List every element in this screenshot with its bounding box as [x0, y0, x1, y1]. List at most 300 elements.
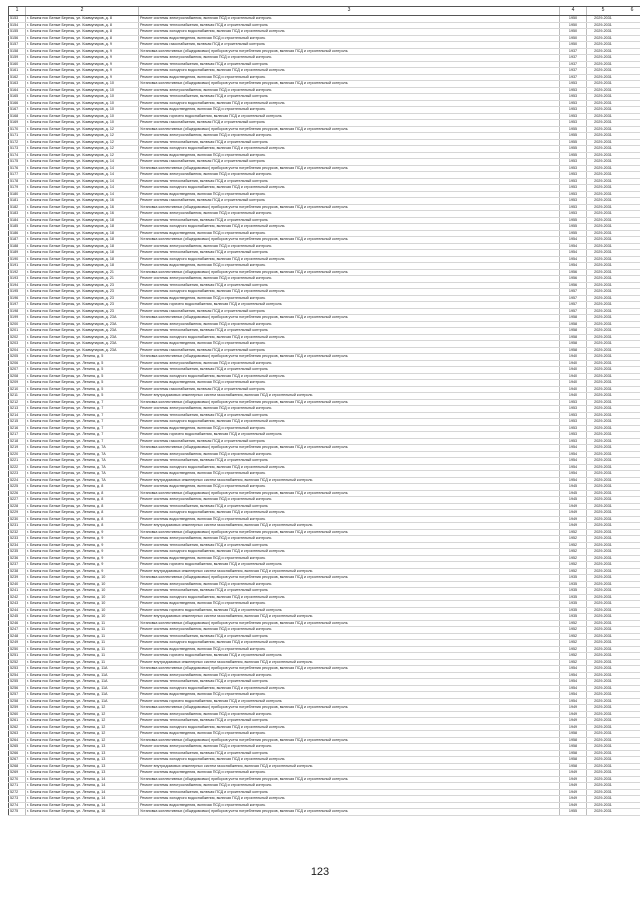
build-year: 1958 — [560, 315, 587, 322]
planned-period: 2029-2031 — [587, 737, 620, 744]
address: г. Бежеж пос Белые Березы, ул. Коммунаров, д. 10 — [26, 113, 139, 120]
row-number: 5198 — [9, 308, 26, 315]
build-year: 1937 — [560, 61, 587, 68]
row-number: 5157 — [9, 42, 26, 49]
work-type: Ремонт системы водоотведения, включая ПСД и строительный контроль — [139, 295, 560, 302]
row-number: 5214 — [9, 412, 26, 419]
work-type: Ремонт системы водоотведения, включая ПСД и строительный контроль — [139, 516, 560, 523]
build-year: 1953 — [560, 94, 587, 101]
document-page — [8, 6, 634, 816]
row-number: 5265 — [9, 744, 26, 751]
build-year: 1949 — [560, 802, 587, 809]
build-year: 1955 — [560, 217, 587, 224]
build-year: 1940 — [560, 367, 587, 374]
address: г. Бежеж пос Белые Березы, ул. Ленина, д. 14 — [26, 783, 139, 790]
address: г. Бежеж пос Белые Березы, ул. Ленина, д. 14 — [26, 789, 139, 796]
row-number: 5191 — [9, 263, 26, 270]
address: г. Бежеж пос Белые Березы, ул. Коммунаров, д. 23 — [26, 302, 139, 309]
planned-period: 2029-2031 — [587, 640, 620, 647]
row-number: 5211 — [9, 393, 26, 400]
row-number: 5230 — [9, 516, 26, 523]
build-year: 1940 — [560, 380, 587, 387]
address: г. Бежеж пос Белые Березы, ул. Коммунаров, д. 9 — [26, 74, 139, 81]
planned-period: 2029-2031 — [587, 55, 620, 62]
row-number: 5250 — [9, 646, 26, 653]
address: г. Бежеж пос Белые Березы, ул. Ленина, д. 5 — [26, 360, 139, 367]
planned-period: 2029-2031 — [587, 35, 620, 42]
row-number: 5274 — [9, 802, 26, 809]
work-type: Ремонт системы электроснабжения, включая ПСД и строительный контроль — [139, 360, 560, 367]
work-type: Ремонт системы теплоснабжения, включая ПСД и строительный контроль — [139, 412, 560, 419]
address: г. Бежеж пос Белые Березы, ул. Ленина, д. 9 — [26, 542, 139, 549]
row-number: 5264 — [9, 737, 26, 744]
build-year: 1940 — [560, 373, 587, 380]
work-type: Установка коллективных (общедомовых) приборов учета потребления ресурсов, включая ПСД и строительный контроль — [139, 204, 560, 211]
row-number: 5206 — [9, 360, 26, 367]
row-number: 5167 — [9, 107, 26, 114]
address: г. Бежеж пос Белые Березы, ул. Ленина, д. 5 — [26, 373, 139, 380]
planned-period: 2029-2031 — [587, 250, 620, 257]
address: г. Бежеж пос Белые Березы, ул. Ленина, д. 11А — [26, 672, 139, 679]
row-number: 5197 — [9, 302, 26, 309]
address: г. Бежеж пос Белые Березы, ул. Ленина, д. 13 — [26, 750, 139, 757]
address: г. Бежеж пос Белые Березы, ул. Ленина, д. 8 — [26, 490, 139, 497]
work-type: Ремонт внутридомовых инженерных систем газоснабжения, включая ПСД и строительный контроль — [139, 659, 560, 666]
work-type: Ремонт системы газоснабжения, включая ПСД и строительный контроль — [139, 308, 560, 315]
build-year: 1952 — [560, 542, 587, 549]
address: г. Бежеж пос Белые Березы, ул. Коммунаров, д. 23А — [26, 321, 139, 328]
build-year: 1954 — [560, 666, 587, 673]
work-type: Ремонт системы холодного водоснабжения, включая ПСД и строительный контроль — [139, 373, 560, 380]
build-year: 1953 — [560, 120, 587, 127]
planned-period: 2029-2031 — [587, 380, 620, 387]
build-year: 1958 — [560, 347, 587, 354]
row-number: 5245 — [9, 614, 26, 621]
build-year: 1958 — [560, 321, 587, 328]
row-number: 5171 — [9, 133, 26, 140]
planned-period: 2029-2031 — [587, 282, 620, 289]
planned-period: 2029-2031 — [587, 191, 620, 198]
planned-period: 2029-2031 — [587, 679, 620, 686]
work-type: Ремонт системы холодного водоснабжения, включая ПСД и строительный контроль — [139, 256, 560, 263]
planned-period: 2029-2031 — [587, 614, 620, 621]
work-type: Ремонт системы водоотведения, включая ПСД и строительный контроль — [139, 191, 560, 198]
row-number: 5269 — [9, 770, 26, 777]
planned-period: 2029-2031 — [587, 796, 620, 803]
row-number: 5196 — [9, 295, 26, 302]
row-number: 5189 — [9, 250, 26, 257]
planned-period: 2029-2031 — [587, 224, 620, 231]
planned-period: 2029-2031 — [587, 529, 620, 536]
build-year: 1953 — [560, 113, 587, 120]
address: г. Бежеж пос Белые Березы, ул. Коммунаров, д. 18 — [26, 250, 139, 257]
build-year: 1950 — [560, 29, 587, 36]
work-type: Ремонт системы газоснабжения, включая ПСД и строительный контроль — [139, 159, 560, 166]
address: г. Бежеж пос Белые Березы, ул. Коммунаров, д. 10 — [26, 81, 139, 88]
row-number: 5164 — [9, 87, 26, 94]
build-year: 1949 — [560, 516, 587, 523]
build-year: 1953 — [560, 412, 587, 419]
row-number: 5241 — [9, 588, 26, 595]
work-type: Ремонт системы холодного водоснабжения, включая ПСД и строительный контроль — [139, 757, 560, 764]
address: г. Бежеж пос Белые Березы, ул. Коммунаров, д. 18 — [26, 243, 139, 250]
planned-period: 2029-2031 — [587, 81, 620, 88]
row-number: 5239 — [9, 575, 26, 582]
work-type: Ремонт системы электроснабжения, включая ПСД и строительный контроль — [139, 406, 560, 413]
planned-period: 2029-2031 — [587, 68, 620, 75]
row-number: 5173 — [9, 146, 26, 153]
address: г. Бежеж пос Белые Березы, ул. Ленина, д. 5 — [26, 393, 139, 400]
work-type: Ремонт системы водоотведения, включая ПСД и строительный контроль — [139, 74, 560, 81]
work-type: Установка коллективных (общедомовых) приборов учета потребления ресурсов, включая ПСД и строительный контроль — [139, 445, 560, 452]
address: г. Бежеж пос Белые Березы, ул. Коммунаров, д. 16 — [26, 198, 139, 205]
address: г. Бежеж пос Белые Березы, ул. Ленина, д. 12 — [26, 705, 139, 712]
address: г. Бежеж пос Белые Березы, ул. Коммунаров, д. 21 — [26, 269, 139, 276]
work-type: Ремонт системы теплоснабжения, включая ПСД и строительный контроль — [139, 718, 560, 725]
address: г. Бежеж пос Белые Березы, ул. Коммунаров, д. 23 — [26, 308, 139, 315]
work-type: Ремонт системы холодного водоснабжения, включая ПСД и строительный контроль — [139, 100, 560, 107]
work-type: Ремонт системы водоотведения, включая ПСД и строительный контроль — [139, 263, 560, 270]
row-number: 5238 — [9, 568, 26, 575]
planned-period: 2029-2031 — [587, 536, 620, 543]
row-number: 5257 — [9, 692, 26, 699]
address: г. Бежеж пос Белые Березы, ул. Ленина, д. 10 — [26, 614, 139, 621]
build-year: 1958 — [560, 731, 587, 738]
address: г. Бежеж пос Белые Березы, ул. Коммунаров, д. 18 — [26, 230, 139, 237]
build-year: 1953 — [560, 198, 587, 205]
planned-period: 2029-2031 — [587, 269, 620, 276]
planned-period: 2029-2031 — [587, 471, 620, 478]
row-number: 5193 — [9, 276, 26, 283]
planned-period: 2029-2031 — [587, 204, 620, 211]
address: г. Бежеж пос Белые Березы, ул. Ленина, д. 11 — [26, 646, 139, 653]
work-type: Ремонт системы холодного водоснабжения, включая ПСД и строительный контроль — [139, 464, 560, 471]
build-year: 1935 — [560, 588, 587, 595]
planned-period: 2029-2031 — [587, 490, 620, 497]
planned-period: 2029-2031 — [587, 321, 620, 328]
build-year: 1953 — [560, 107, 587, 114]
work-type: Установка коллективных (общедомовых) приборов учета потребления ресурсов, включая ПСД и строительный контроль — [139, 620, 560, 627]
row-number: 5204 — [9, 347, 26, 354]
work-type: Ремонт системы газоснабжения, включая ПСД и строительный контроль — [139, 42, 560, 49]
page-number: 123 — [310, 866, 330, 878]
build-year: 1953 — [560, 159, 587, 166]
planned-period: 2029-2031 — [587, 354, 620, 361]
address: г. Бежеж пос Белые Березы, ул. Коммунаров, д. 10 — [26, 107, 139, 114]
address: г. Бежеж пос Белые Березы, ул. Коммунаров, д. 23А — [26, 341, 139, 348]
address: г. Бежеж пос Белые Березы, ул. Ленина, д. 7 — [26, 425, 139, 432]
build-year: 1937 — [560, 55, 587, 62]
address: г. Бежеж пос Белые Березы, ул. Ленина, д. 11 — [26, 627, 139, 634]
work-type: Ремонт системы газоснабжения, включая ПСД и строительный контроль — [139, 120, 560, 127]
row-number: 5163 — [9, 81, 26, 88]
row-number: 5205 — [9, 354, 26, 361]
address: г. Бежеж пос Белые Березы, ул. Ленина, д. 9 — [26, 549, 139, 556]
build-year: 1955 — [560, 809, 587, 816]
address: г. Бежеж пос Белые Березы, ул. Ленина, д. 5 — [26, 386, 139, 393]
row-number: 5219 — [9, 445, 26, 452]
build-year: 1940 — [560, 360, 587, 367]
planned-period: 2029-2031 — [587, 672, 620, 679]
work-type: Ремонт системы горячего водоснабжения, включая ПСД и строительный контроль — [139, 302, 560, 309]
planned-period: 2029-2031 — [587, 16, 620, 23]
work-type: Установка коллективных (общедомовых) приборов учета потребления ресурсов, включая ПСД и строительный контроль — [139, 666, 560, 673]
work-type: Ремонт внутридомовых инженерных систем газоснабжения, включая ПСД и строительный контроль — [139, 614, 560, 621]
build-year: 1949 — [560, 776, 587, 783]
work-type: Установка коллективных (общедомовых) приборов учета потребления ресурсов, включая ПСД и строительный контроль — [139, 315, 560, 322]
row-number: 5231 — [9, 523, 26, 530]
work-type: Ремонт системы холодного водоснабжения, включая ПСД и строительный контроль — [139, 185, 560, 192]
work-type: Ремонт системы водоотведения, включая ПСД и строительный контроль — [139, 35, 560, 42]
address: г. Бежеж пос Белые Березы, ул. Ленина, д. 12 — [26, 724, 139, 731]
row-number: 5218 — [9, 438, 26, 445]
build-year: 1952 — [560, 640, 587, 647]
row-number: 5237 — [9, 562, 26, 569]
row-number: 5161 — [9, 68, 26, 75]
build-year: 1954 — [560, 458, 587, 465]
address: г. Бежеж пос Белые Березы, ул. Ленина, д. 7 — [26, 412, 139, 419]
build-year: 1957 — [560, 302, 587, 309]
build-year: 1952 — [560, 555, 587, 562]
work-type: Ремонт системы теплоснабжения, включая ПСД и строительный контроль — [139, 633, 560, 640]
build-year: 1952 — [560, 562, 587, 569]
address: г. Бежеж пос Белые Березы, ул. Коммунаров, д. 9 — [26, 48, 139, 55]
row-number: 5260 — [9, 711, 26, 718]
work-type: Ремонт внутридомовых инженерных систем газоснабжения, включая ПСД и строительный контроль — [139, 523, 560, 530]
planned-period: 2029-2031 — [587, 711, 620, 718]
build-year: 1953 — [560, 406, 587, 413]
work-type: Ремонт системы горячего водоснабжения, включая ПСД и строительный контроль — [139, 562, 560, 569]
work-type: Ремонт системы электроснабжения, включая ПСД и строительный контроль — [139, 744, 560, 751]
address: г. Бежеж пос Белые Березы, ул. Ленина, д. 5 — [26, 367, 139, 374]
empty-cell — [619, 809, 640, 816]
build-year: 1953 — [560, 399, 587, 406]
build-year: 1958 — [560, 737, 587, 744]
build-year: 1952 — [560, 659, 587, 666]
address: г. Бежеж пос Белые Березы, ул. Ленина, д. 9 — [26, 536, 139, 543]
planned-period: 2029-2031 — [587, 458, 620, 465]
address: г. Бежеж пос Белые Березы, ул. Коммунаров, д. 14 — [26, 185, 139, 192]
build-year: 1945 — [560, 484, 587, 491]
row-number: 5254 — [9, 672, 26, 679]
address: г. Бежеж пос Белые Березы, ул. Ленина, д. 10 — [26, 594, 139, 601]
work-type: Ремонт системы теплоснабжения, включая ПСД и строительный контроль — [139, 367, 560, 374]
work-type: Ремонт системы электроснабжения, включая ПСД и строительный контроль — [139, 581, 560, 588]
row-number: 5212 — [9, 399, 26, 406]
planned-period: 2029-2031 — [587, 198, 620, 205]
planned-period: 2029-2031 — [587, 120, 620, 127]
build-year: 1945 — [560, 490, 587, 497]
planned-period: 2029-2031 — [587, 731, 620, 738]
row-number: 5190 — [9, 256, 26, 263]
build-year: 1953 — [560, 191, 587, 198]
build-year: 1950 — [560, 35, 587, 42]
build-year: 1955 — [560, 224, 587, 231]
build-year: 1940 — [560, 386, 587, 393]
planned-period: 2029-2031 — [587, 497, 620, 504]
work-type: Ремонт системы теплоснабжения, включая ПСД и строительный контроль — [139, 458, 560, 465]
planned-period: 2029-2031 — [587, 432, 620, 439]
row-number: 5273 — [9, 796, 26, 803]
row-number: 5183 — [9, 211, 26, 218]
work-type: Ремонт системы электроснабжения, включая ПСД и строительный контроль — [139, 16, 560, 23]
work-type: Ремонт системы холодного водоснабжения, включая ПСД и строительный контроль — [139, 334, 560, 341]
planned-period: 2029-2031 — [587, 113, 620, 120]
address: г. Бежеж пос Белые Березы, ул. Коммунаров, д. 16 — [26, 204, 139, 211]
row-number: 5168 — [9, 113, 26, 120]
build-year: 1953 — [560, 185, 587, 192]
row-number: 5272 — [9, 789, 26, 796]
work-type: Ремонт системы холодного водоснабжения, включая ПСД и строительный контроль — [139, 68, 560, 75]
planned-period: 2029-2031 — [587, 399, 620, 406]
work-type: Ремонт системы электроснабжения, включая ПСД и строительный контроль — [139, 497, 560, 504]
row-number: 5169 — [9, 120, 26, 127]
build-year: 1953 — [560, 425, 587, 432]
address: г. Бежеж пос Белые Березы, ул. Ленина, д. 12 — [26, 711, 139, 718]
build-year: 1955 — [560, 126, 587, 133]
work-type: Ремонт системы электроснабжения, включая ПСД и строительный контроль — [139, 211, 560, 218]
address: г. Бежеж пос Белые Березы, ул. Коммунаров, д. 23 — [26, 289, 139, 296]
address: г. Бежеж пос Белые Березы, ул. Коммунаров, д. 12 — [26, 126, 139, 133]
build-year: 1953 — [560, 172, 587, 179]
build-year: 1954 — [560, 256, 587, 263]
address: г. Бежеж пос Белые Березы, ул. Ленина, д. 7А — [26, 471, 139, 478]
row-number: 5256 — [9, 685, 26, 692]
build-year: 1949 — [560, 705, 587, 712]
work-type: Ремонт системы электроснабжения, включая ПСД и строительный контроль — [139, 672, 560, 679]
build-year: 1956 — [560, 276, 587, 283]
work-type: Ремонт системы холодного водоснабжения, включая ПСД и строительный контроль — [139, 796, 560, 803]
work-type: Ремонт системы холодного водоснабжения, включая ПСД и строительный контроль — [139, 640, 560, 647]
planned-period: 2029-2031 — [587, 555, 620, 562]
repair-schedule-table — [8, 6, 640, 816]
table-body — [9, 7, 640, 816]
work-type: Ремонт системы электроснабжения, включая ПСД и строительный контроль — [139, 133, 560, 140]
row-number: 5224 — [9, 477, 26, 484]
address: г. Бежеж пос Белые Березы, ул. Ленина, д. 11 — [26, 640, 139, 647]
planned-period: 2029-2031 — [587, 367, 620, 374]
column-number-row — [9, 7, 640, 16]
address: г. Бежеж пос Белые Березы, ул. Коммунаров, д. 8 — [26, 35, 139, 42]
build-year: 1952 — [560, 536, 587, 543]
build-year: 1955 — [560, 152, 587, 159]
work-type: Ремонт системы холодного водоснабжения, включая ПСД и строительный контроль — [139, 549, 560, 556]
build-year: 1958 — [560, 750, 587, 757]
address: г. Бежеж пос Белые Березы, ул. Ленина, д. 7 — [26, 419, 139, 426]
work-type: Ремонт системы газоснабжения, включая ПСД и строительный контроль — [139, 386, 560, 393]
address: г. Бежеж пос Белые Березы, ул. Коммунаров, д. 8 — [26, 29, 139, 36]
planned-period: 2029-2031 — [587, 412, 620, 419]
work-type: Ремонт системы теплоснабжения, включая ПСД и строительный контроль — [139, 679, 560, 686]
planned-period: 2029-2031 — [587, 100, 620, 107]
planned-period: 2029-2031 — [587, 770, 620, 777]
work-type: Ремонт системы теплоснабжения, включая ПСД и строительный контроль — [139, 61, 560, 68]
table-row — [9, 809, 640, 816]
work-type: Установка коллективных (общедомовых) приборов учета потребления ресурсов, включая ПСД и строительный контроль — [139, 575, 560, 582]
planned-period: 2029-2031 — [587, 568, 620, 575]
planned-period: 2029-2031 — [587, 360, 620, 367]
build-year: 1954 — [560, 698, 587, 705]
row-number: 5155 — [9, 29, 26, 36]
address: г. Бежеж пос Белые Березы, ул. Коммунаров, д. 18 — [26, 256, 139, 263]
row-number: 5182 — [9, 204, 26, 211]
address: г. Бежеж пос Белые Березы, ул. Коммунаров, д. 9 — [26, 61, 139, 68]
work-type: Установка коллективных (общедомовых) приборов учета потребления ресурсов, включая ПСД и строительный контроль — [139, 705, 560, 712]
address: г. Бежеж пос Белые Березы, ул. Ленина, д. 7А — [26, 445, 139, 452]
row-number: 5200 — [9, 321, 26, 328]
planned-period: 2029-2031 — [587, 581, 620, 588]
address: г. Бежеж пос Белые Березы, ул. Ленина, д. 12 — [26, 737, 139, 744]
row-number: 5179 — [9, 185, 26, 192]
work-type: Ремонт системы электроснабжения, включая ПСД и строительный контроль — [139, 172, 560, 179]
build-year: 1952 — [560, 549, 587, 556]
work-type: Ремонт системы газоснабжения, включая ПСД и строительный контроль — [139, 438, 560, 445]
planned-period: 2029-2031 — [587, 48, 620, 55]
row-number: 5216 — [9, 425, 26, 432]
address: г. Бежеж пос Белые Березы, ул. Коммунаров, д. 12 — [26, 133, 139, 140]
row-number: 5184 — [9, 217, 26, 224]
work-type: Ремонт системы холодного водоснабжения, включая ПСД и строительный контроль — [139, 594, 560, 601]
build-year: 1958 — [560, 334, 587, 341]
work-type: Ремонт системы теплоснабжения, включая ПСД и строительный контроль — [139, 542, 560, 549]
row-number: 5226 — [9, 490, 26, 497]
address: г. Бежеж пос Белые Березы, ул. Ленина, д. 14 — [26, 802, 139, 809]
work-type: Ремонт системы электроснабжения, включая ПСД и строительный контроль — [139, 87, 560, 94]
build-year: 1949 — [560, 724, 587, 731]
address: г. Бежеж пос Белые Березы, ул. Ленина, д. 10 — [26, 575, 139, 582]
planned-period: 2029-2031 — [587, 503, 620, 510]
address: г. Бежеж пос Белые Березы, ул. Ленина, д. 13 — [26, 763, 139, 770]
build-year: 1953 — [560, 204, 587, 211]
column-number-5: 5 — [587, 7, 620, 16]
row-number: 5185 — [9, 224, 26, 231]
column-number-3: 3 — [139, 7, 560, 16]
work-type: Ремонт системы теплоснабжения, включая ПСД и строительный контроль — [139, 217, 560, 224]
build-year: 1953 — [560, 87, 587, 94]
work-type: Ремонт системы холодного водоснабжения, включая ПСД и строительный контроль — [139, 224, 560, 231]
planned-period: 2029-2031 — [587, 165, 620, 172]
build-year: 1949 — [560, 796, 587, 803]
row-number: 5229 — [9, 510, 26, 517]
build-year: 1940 — [560, 393, 587, 400]
row-number: 5187 — [9, 237, 26, 244]
planned-period: 2029-2031 — [587, 588, 620, 595]
address: г. Бежеж пос Белые Березы, ул. Коммунаров, д. 16 — [26, 211, 139, 218]
address: г. Бежеж пос Белые Березы, ул. Ленина, д. 13 — [26, 770, 139, 777]
address: г. Бежеж пос Белые Березы, ул. Ленина, д. 9 — [26, 568, 139, 575]
address: г. Бежеж пос Белые Березы, ул. Ленина, д. 8 — [26, 484, 139, 491]
planned-period: 2029-2031 — [587, 94, 620, 101]
address: г. Бежеж пос Белые Березы, ул. Ленина, д. 7 — [26, 438, 139, 445]
address: г. Бежеж пос Белые Березы, ул. Коммунаров, д. 21 — [26, 276, 139, 283]
address: г. Бежеж пос Белые Березы, ул. Коммунаров, д. 23А — [26, 334, 139, 341]
build-year: 1937 — [560, 74, 587, 81]
address: г. Бежеж пос Белые Березы, ул. Ленина, д. 7А — [26, 477, 139, 484]
work-type: Ремонт внутридомовых инженерных систем газоснабжения, включая ПСД и строительный контроль — [139, 763, 560, 770]
address: г. Бежеж пос Белые Березы, ул. Ленина, д. 8 — [26, 503, 139, 510]
work-type: Ремонт системы электроснабжения, включая ПСД и строительный контроль — [139, 536, 560, 543]
build-year: 1954 — [560, 477, 587, 484]
row-number: 5208 — [9, 373, 26, 380]
row-number: 5207 — [9, 367, 26, 374]
build-year: 1935 — [560, 581, 587, 588]
address: г. Бежеж пос Белые Березы, ул. Ленина, д. 8 — [26, 497, 139, 504]
row-number: 5220 — [9, 451, 26, 458]
planned-period: 2029-2031 — [587, 763, 620, 770]
build-year: 1952 — [560, 633, 587, 640]
work-type: Установка коллективных (общедомовых) приборов учета потребления ресурсов, включая ПСД и строительный контроль — [139, 809, 560, 816]
planned-period: 2029-2031 — [587, 295, 620, 302]
